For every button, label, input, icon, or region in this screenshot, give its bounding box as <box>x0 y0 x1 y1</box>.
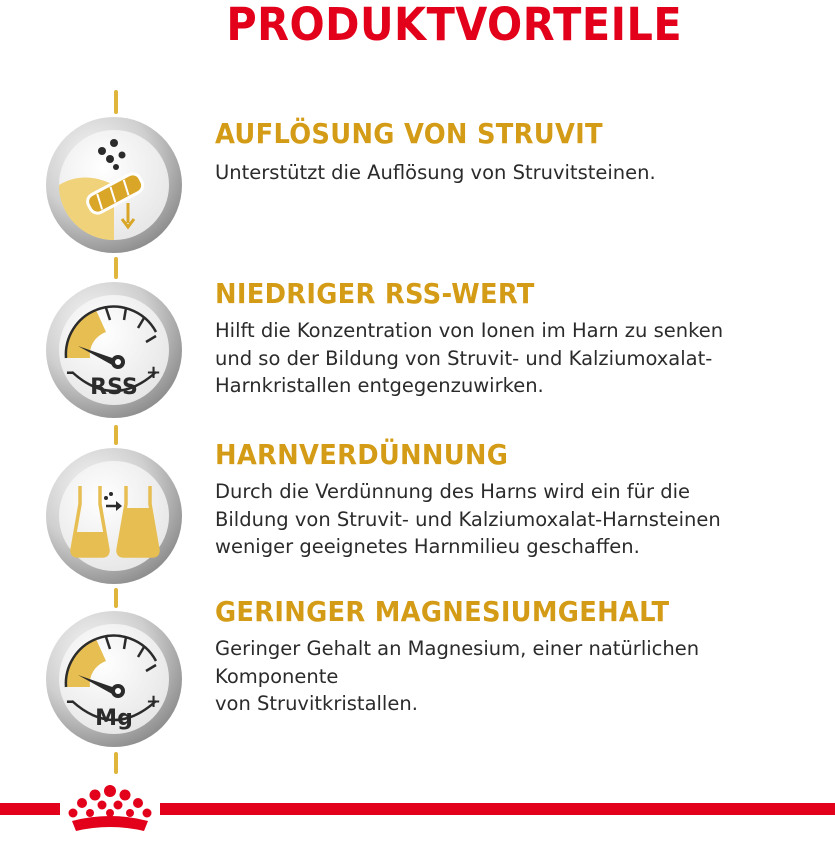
magnesium-gauge-icon <box>44 609 184 749</box>
gauge-minus: - <box>66 691 74 712</box>
description-line: weniger geeignetes Harnmilieu geschaffen. <box>215 535 640 558</box>
page-title: PRODUKTVORTEILE <box>226 0 683 51</box>
gauge-minus: - <box>66 362 74 383</box>
feature-description <box>215 159 656 187</box>
rss-label: RSS <box>90 375 138 400</box>
royal-canin-crown-icon <box>62 781 158 839</box>
gauge-plus: + <box>146 362 162 383</box>
description-line: Unterstützt die Auflösung von Struvitsteinen. <box>215 161 656 184</box>
gauge-plus: + <box>146 691 162 712</box>
feature-title: NIEDRIGER RSS-WERT <box>215 277 535 310</box>
struvite-dissolution-icon <box>44 115 184 255</box>
rss-gauge-icon <box>44 280 184 420</box>
feature-title: GERINGER MAGNESIUMGEHALT <box>215 595 670 628</box>
timeline-connector <box>114 257 118 279</box>
feature-description <box>215 635 699 718</box>
footer-bar-left <box>0 803 60 815</box>
description-line: Bildung von Struvit- und Kalziumoxalat-Harnsteinen <box>215 507 721 531</box>
description-line: Harnkristallen entgegenzuwirken. <box>215 374 544 397</box>
description-line: von Struvitkristallen. <box>215 692 418 715</box>
mg-label: Mg <box>95 706 133 731</box>
timeline-connector <box>114 425 118 445</box>
timeline-connector <box>114 90 118 114</box>
description-line: und so der Bildung von Struvit- und Kalziumoxalat- <box>215 346 713 370</box>
description-line: Geringer Gehalt an Magnesium, einer natürlichen <box>215 637 700 660</box>
description-line: Hilft die Konzentration von Ionen im Harn zu senken <box>215 319 724 342</box>
description-line: Durch die Verdünnung des Harns wird ein für die <box>215 480 691 503</box>
timeline-connector <box>114 588 118 608</box>
feature-description <box>215 317 723 400</box>
feature-description <box>215 478 721 561</box>
feature-title: AUFLÖSUNG VON STRUVIT <box>215 117 603 150</box>
description-line: Komponente <box>215 664 339 688</box>
feature-title: HARNVERDÜNNUNG <box>215 438 509 471</box>
footer-bar-right <box>160 803 835 815</box>
timeline-connector <box>114 752 118 774</box>
urine-dilution-icon <box>44 446 184 586</box>
